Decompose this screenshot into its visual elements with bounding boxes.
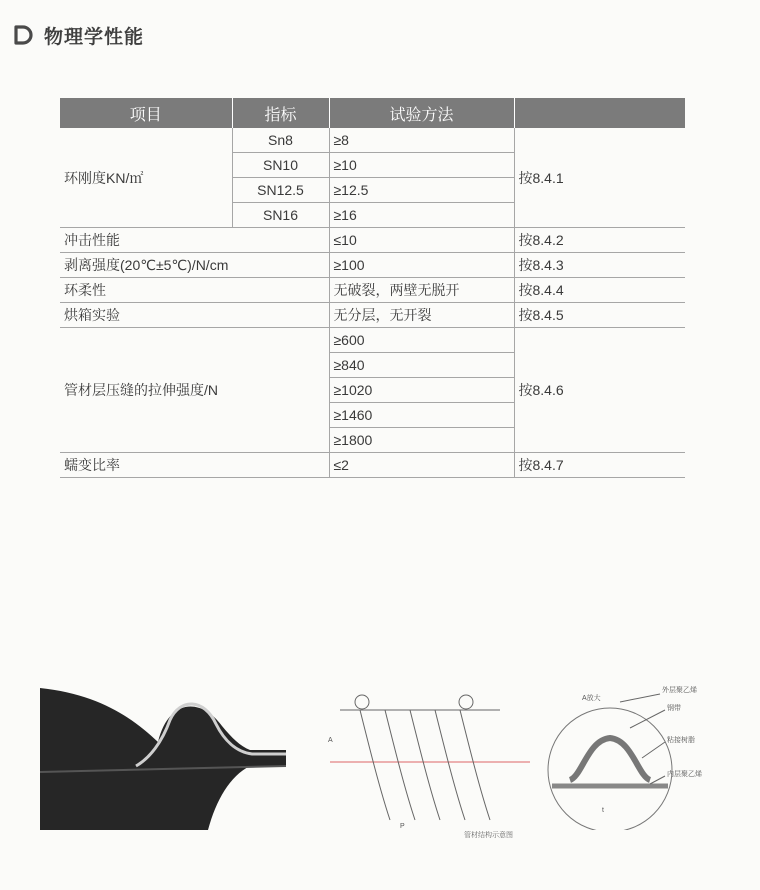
rib-profile-circle	[459, 695, 473, 709]
stiffness-grade: Sn8	[232, 128, 329, 153]
row-value: ≤10	[329, 228, 514, 253]
table-row	[60, 328, 685, 353]
callout-leader	[650, 776, 665, 784]
stiffness-grade: SN10	[232, 153, 329, 178]
header-test-method: 试验方法	[329, 98, 514, 128]
tensile-strength-label: 管材层压缝的拉伸强度/N	[60, 328, 329, 453]
creep-ratio-method: 按8.4.7	[514, 453, 685, 478]
row-method: 按8.4.4	[514, 278, 685, 303]
table-row	[60, 228, 685, 253]
callout-adhesive-resin: 粘接树脂	[667, 737, 695, 744]
physical-properties-table	[60, 98, 685, 478]
callout-steel-strip: 钢带	[667, 705, 681, 712]
stiffness-value: ≥12.5	[329, 178, 514, 203]
row-item: 剥离强度(20℃±5℃)/N/cm	[60, 253, 329, 278]
row-item: 冲击性能	[60, 228, 329, 253]
creep-ratio-label: 蠕变比率	[60, 453, 329, 478]
stiffness-grade: SN16	[232, 203, 329, 228]
section-marker-icon	[12, 24, 34, 46]
stiffness-value: ≥16	[329, 203, 514, 228]
rib-profile-circle	[355, 695, 369, 709]
detail-circle	[548, 708, 672, 830]
table-row	[60, 453, 685, 478]
table-row	[60, 278, 685, 303]
row-value: 无破裂，两壁无脱开	[329, 278, 514, 303]
table-row	[60, 303, 685, 328]
callout-leader	[630, 710, 665, 728]
callout-leader	[620, 694, 660, 702]
figures-area	[0, 640, 760, 890]
tensile-value: ≥1460	[329, 403, 514, 428]
table-row	[60, 253, 685, 278]
figure-caption: 管材结构示意图	[464, 832, 513, 839]
header-blank	[514, 98, 685, 128]
tensile-method: 按8.4.6	[514, 328, 685, 453]
pipe-structure-diagram	[320, 680, 760, 830]
callout-inner-pe: 内层聚乙烯	[667, 771, 702, 778]
section-title: 物理学性能	[44, 26, 145, 48]
creep-ratio-value: ≤2	[329, 453, 514, 478]
table-row	[60, 128, 685, 153]
dimension-label-t: t	[602, 807, 604, 814]
stiffness-value: ≥8	[329, 128, 514, 153]
tensile-value: ≥840	[329, 353, 514, 378]
ring-stiffness-method: 按8.4.1	[514, 128, 685, 228]
header-indicator: 指标	[232, 98, 329, 128]
dimension-label-p: P	[400, 823, 405, 830]
row-method: 按8.4.5	[514, 303, 685, 328]
pipe-wall-section-photo	[40, 680, 290, 830]
section-heading	[12, 20, 144, 50]
tensile-value: ≥1020	[329, 378, 514, 403]
dimension-label-a: A	[328, 737, 333, 744]
header-item: 项目	[60, 98, 232, 128]
ring-stiffness-label: 环刚度KN/㎡	[60, 128, 232, 228]
row-item: 环柔性	[60, 278, 329, 303]
table-header-row	[60, 98, 685, 128]
detail-label: A放大	[582, 695, 601, 702]
row-value: 无分层，无开裂	[329, 303, 514, 328]
stiffness-value: ≥10	[329, 153, 514, 178]
callout-leader	[642, 742, 665, 758]
row-value: ≥100	[329, 253, 514, 278]
stiffness-grade: SN12.5	[232, 178, 329, 203]
row-item: 烘箱实验	[60, 303, 329, 328]
row-method: 按8.4.3	[514, 253, 685, 278]
tensile-value: ≥1800	[329, 428, 514, 453]
pipe-ribs	[360, 710, 490, 820]
row-method: 按8.4.2	[514, 228, 685, 253]
tensile-value: ≥600	[329, 328, 514, 353]
callout-outer-pe: 外层聚乙烯	[662, 687, 697, 694]
